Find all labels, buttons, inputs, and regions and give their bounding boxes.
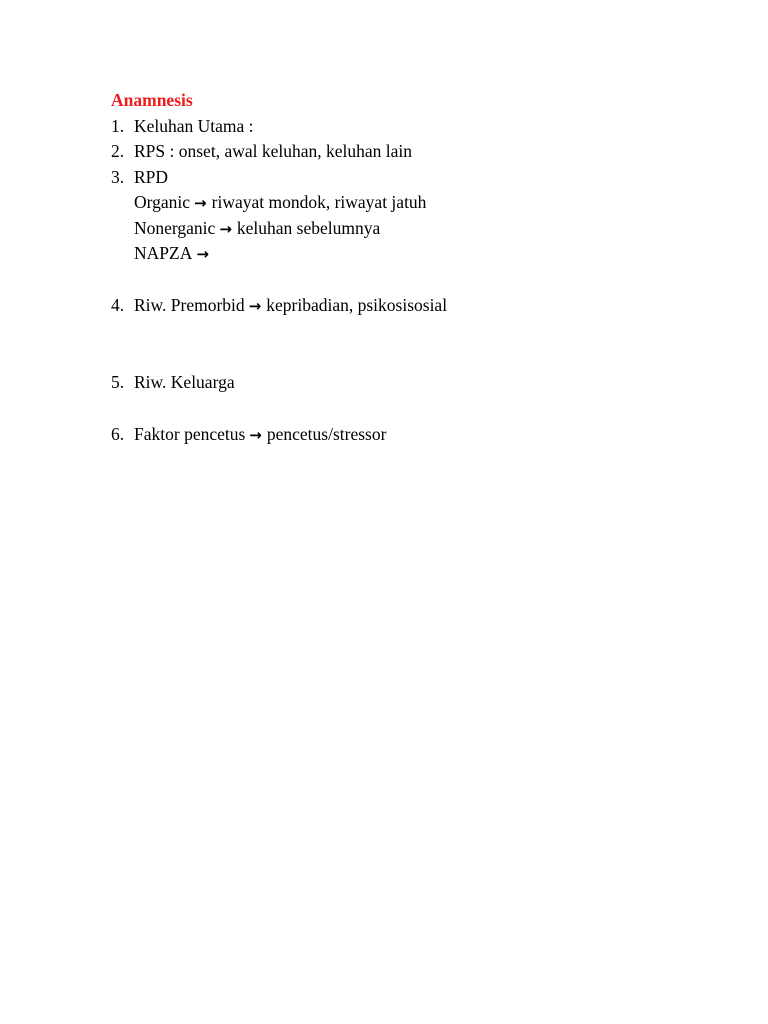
- list-item: [0, 370, 768, 394]
- list-item-text: Keluhan Utama :: [134, 116, 254, 136]
- list-item-detail: kepribadian, psikosisosial: [266, 295, 448, 315]
- sub-item-label: NAPZA: [134, 243, 193, 263]
- sub-item-detail: riwayat mondok, riwayat jatuh: [211, 192, 427, 212]
- arrow-right-icon: →: [219, 220, 232, 238]
- list-item-text: RPS : onset, awal keluhan, keluhan lain: [134, 141, 413, 161]
- sub-item-detail: keluhan sebelumnya: [236, 218, 381, 238]
- sub-item-nonerganic: [0, 216, 768, 240]
- list-item-text: Riw. Keluarga: [134, 372, 235, 392]
- list-item-label: Riw. Premorbid: [134, 295, 245, 315]
- list-item: [0, 165, 768, 189]
- list-item-label: Faktor pencetus: [134, 424, 246, 444]
- list-item: [0, 139, 768, 163]
- list-item-number: 4.: [111, 295, 125, 315]
- list-item: [0, 114, 768, 138]
- list-item: [0, 293, 768, 317]
- list-item-detail: pencetus/stressor: [266, 424, 387, 444]
- list-item-number: 2.: [111, 141, 125, 161]
- arrow-right-icon: →: [196, 245, 209, 263]
- sub-item-organic: [0, 190, 768, 214]
- list-item-text: RPD: [134, 167, 169, 187]
- sub-item-label: Nonerganic: [134, 218, 216, 238]
- arrow-right-icon: →: [194, 194, 207, 212]
- list-item-number: 3.: [111, 167, 125, 187]
- list-item: [0, 422, 768, 446]
- list-item-number: 6.: [111, 424, 125, 444]
- list-item-number: 5.: [111, 372, 125, 392]
- sub-item-napza: [0, 241, 768, 265]
- sub-item-label: Organic: [134, 192, 191, 212]
- arrow-right-icon: →: [248, 297, 262, 315]
- arrow-right-icon: →: [249, 426, 262, 444]
- section-heading: Anamnesis: [111, 90, 193, 110]
- list-item-number: 1.: [111, 116, 125, 136]
